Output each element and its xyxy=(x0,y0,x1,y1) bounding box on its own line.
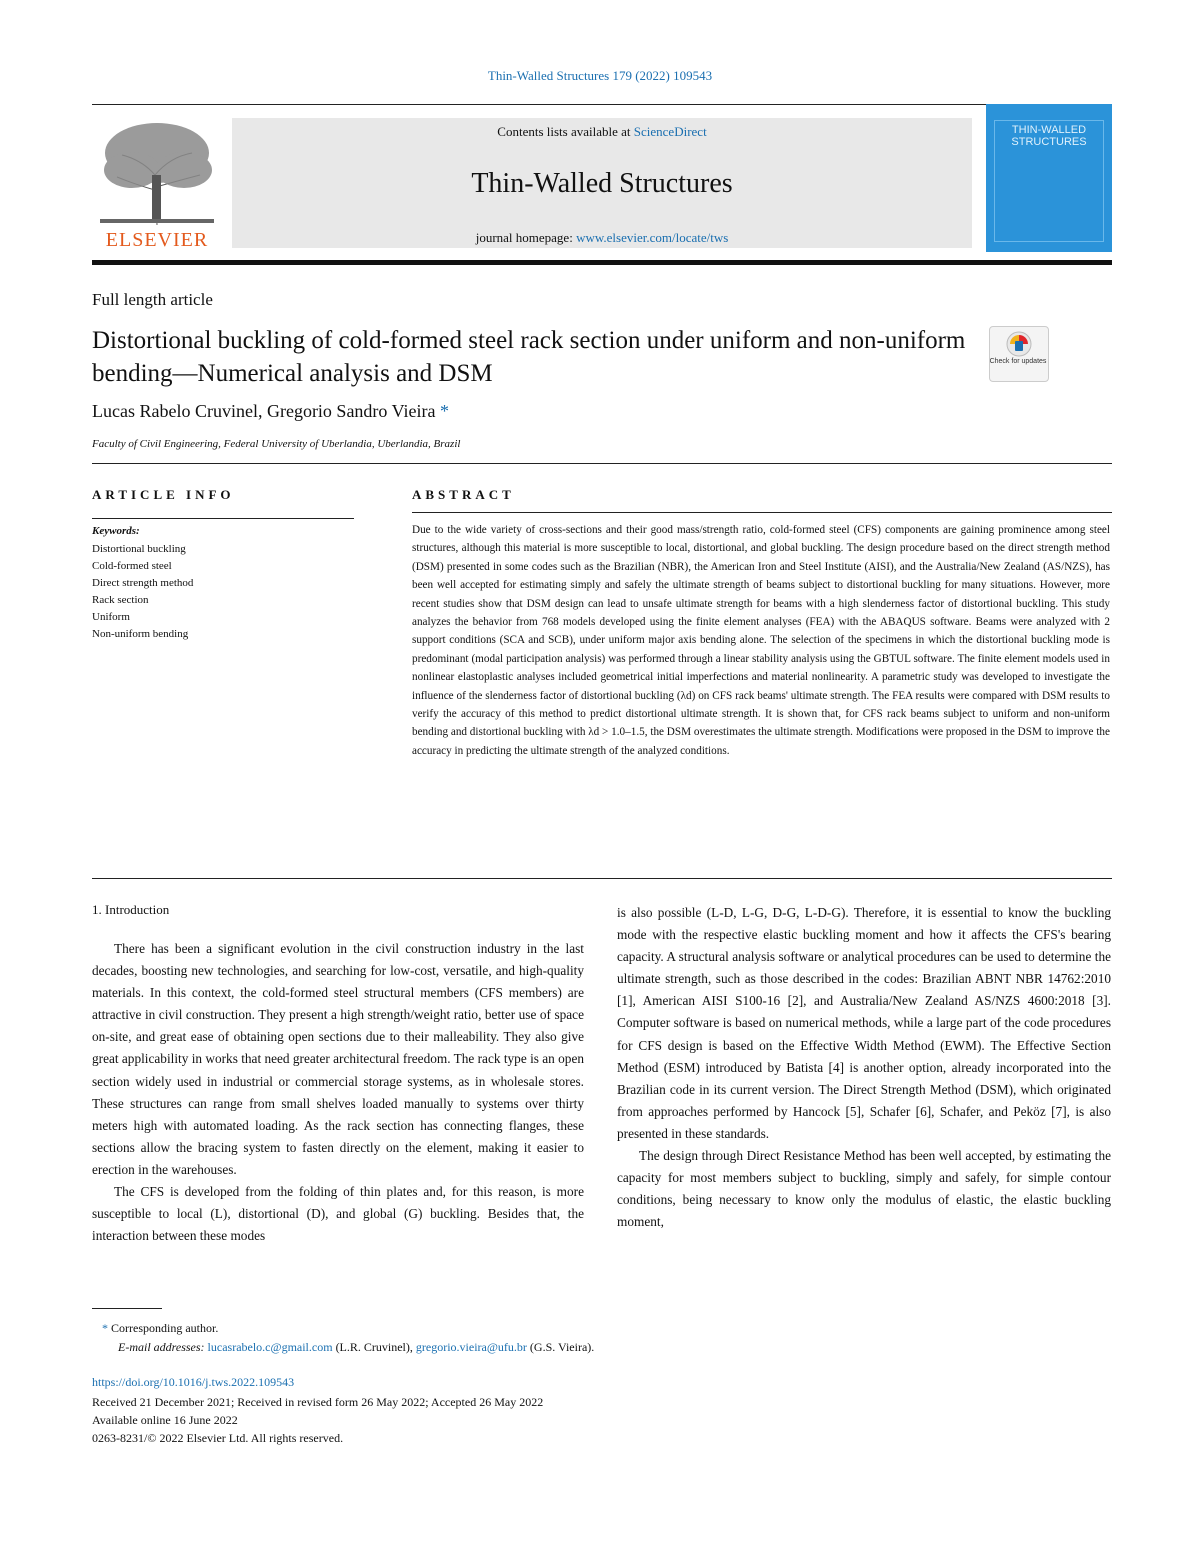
footnote-mark: * xyxy=(102,1321,108,1335)
journal-reference[interactable]: Thin-Walled Structures 179 (2022) 109543 xyxy=(487,68,713,83)
corresponding-text: Corresponding author. xyxy=(111,1321,219,1335)
crossmark-badge[interactable] xyxy=(989,326,1049,382)
intro-left-column xyxy=(92,938,584,1247)
abstract-bottom-rule xyxy=(92,878,1112,879)
keyword-item: Rack section xyxy=(92,594,149,606)
author-list xyxy=(92,401,449,422)
abstract-text: Due to the wide variety of cross-sections and their good mass/strength ratio, cold-formed steel (CFS) components are gaining prominence among steel structures, although this material is more susceptible to local, distortional, and global buckling. The design procedure based on the direct strength method (DSM) presented in some codes such as the Brazilian (NBR), the American Iron and Steel Institute (AISI), and the Australia/New Zealand (AS/NZS), has been well accepted for estimating simply and safely the ultimate strength of beams subject to distortional buckling for many situations. However, more recent studies show that DSM design can lead to unsafe ultimate strength for beams with a high slenderness factor of distortional buckling. This study analyzes the behavior from 768 models developed using the finite element analyses (FEA) with the ABAQUS software. Beams were analyzed with 2 support conditions (SCA and SCB), under uniform major axis bending alone. The selection of the specimens in which the distortional buckling mode is predominant (modal participation analysis) was performed through a linear stability analysis using the GBTUL software. The finite element models used in nonlinear elastoplastic analyses included geometrical initial imperfections and material nonlinearity. A parametric study was developed to investigate the influence of the slenderness factor of distortional buckling (λd) on CFS rack beams' ultimate strength. The FEA results were compared with DSM results to verify the accuracy of this method to predict distortional ultimate strength. It is shown that, for CFS rack beams subject to uniform and non-uniform bending and distortional buckling with λd > 1.0–1.5, the DSM overestimates the ultimate strength. Modifications were proposed in the DSM to improve the accuracy in predicting the ultimate strength of the analyzed conditions. xyxy=(412,524,1110,757)
header-rule-top xyxy=(92,104,1112,105)
intro-paragraph: is also possible (L-D, L-G, D-G, L-D-G). Therefore, it is essential to know the buckling mode with the respective elastic buckling moment and how it affects the CFS's bearing capacity. A structural analysis software or analytical procedures can be used to determine the ultimate strength, such as those described in the codes: Brazilian ABNT NBR 14762:2010 [1], American AISI S100-16 [2], and Australia/New Zealand AS/NZS 4600:2018 [3]. Computer software is based on numerical methods, while a large part of the code procedures for CFS design is based on the Effective Width Method (EWM). The Effective Section Method (ESM) introduced by Batista [4] is another option, already incorporated into the Brazilian code in its current version. The Direct Strength Method (DSM), which originated from approaches performed by Hancock [5], Schafer [6], Schafer, and Peköz [7], is also presented in these standards. xyxy=(617,905,1111,1141)
received-dates: Received 21 December 2021; Received in revised form 26 May 2022; Accepted 26 May 2022 xyxy=(92,1395,544,1409)
keyword-item: Non-uniform bending xyxy=(92,628,189,640)
intro-paragraph: The CFS is developed from the folding of thin plates and, for this reason, is more susceptible to local (L), distortional (D), and global (G) buckling. Besides that, the interaction between these modes xyxy=(92,1184,584,1244)
corresponding-author-mark[interactable]: * xyxy=(440,401,449,421)
homepage-link[interactable]: www.elsevier.com/locate/tws xyxy=(576,230,729,245)
contents-prefix: Contents lists available at xyxy=(497,124,634,139)
email-name-2: (G.S. Vieira). xyxy=(526,1340,595,1354)
homepage-line xyxy=(232,230,972,246)
keywords-label: Keywords: xyxy=(92,525,140,537)
header-rule-thick xyxy=(92,260,1112,265)
elsevier-wordmark: ELSEVIER xyxy=(105,229,209,251)
keyword-list xyxy=(92,541,193,643)
keyword-item: Direct strength method xyxy=(92,577,194,589)
article-info-heading: ARTICLE INFO xyxy=(92,487,235,502)
email-link-2[interactable]: gregorio.vieira@ufu.br xyxy=(415,1340,527,1354)
doi-link[interactable]: https://doi.org/10.1016/j.tws.2022.109543 xyxy=(92,1375,295,1389)
intro-paragraph: The design through Direct Resistance Method has been well accepted, by estimating the capacity for most members subject to buckling, simply and safely, for simple contour conditions, being necessary to know only the modulus of elastic, the elastic buckling moment, xyxy=(617,1148,1111,1230)
keyword-item: Distortional buckling xyxy=(92,543,186,555)
email-label: E-mail addresses: xyxy=(118,1340,205,1354)
affiliation-rule xyxy=(92,463,1112,464)
crossmark-icon xyxy=(990,327,1048,359)
email-link-1[interactable]: lucasrabelo.c@gmail.com xyxy=(207,1340,333,1354)
contents-line xyxy=(232,124,972,140)
corresponding-author-note xyxy=(102,1321,218,1336)
affiliation: Faculty of Civil Engineering, Federal University of Uberlandia, Uberlandia, Brazil xyxy=(92,438,461,450)
crossmark-label: Check for updates xyxy=(989,358,1047,365)
authors-text: Lucas Rabelo Cruvinel, Gregorio Sandro Vieira xyxy=(92,401,436,421)
email-addresses xyxy=(118,1340,594,1355)
keyword-item: Cold-formed steel xyxy=(92,560,172,572)
abstract-heading: ABSTRACT xyxy=(412,487,515,502)
abstract-rule xyxy=(412,512,1112,513)
available-online: Available online 16 June 2022 xyxy=(92,1413,238,1427)
homepage-prefix: journal homepage: xyxy=(475,230,577,245)
intro-paragraph: There has been a significant evolution in the civil construction industry in the last decades, boosting new technologies, and searching for low-cost, versatile, and high-quality materials. In this context, the cold-formed steel structural members (CFS members) are attractive in civil construction. They present a high strength/weight ratio, better use of space on-site, and great ease of obtaining open sections due to their malleability. They also give great applicability in works that need greater architectural freedom. The rack type is an open section widely used in industrial or commercial storage systems, as in wholesale stores. These structures can range from small shelves loaded manually to systems over thirty meters high with automated loading. As the rack section has connecting flanges, these sections allow the bracing system to fasten directly on the element, making it easier to erection in the warehouses. xyxy=(92,941,584,1177)
email-name-1: (L.R. Cruvinel), xyxy=(332,1340,416,1354)
footnote-rule xyxy=(92,1308,162,1309)
introduction-heading: 1. Introduction xyxy=(92,902,170,917)
journal-title: Thin-Walled Structures xyxy=(471,168,733,199)
intro-right-column xyxy=(617,902,1111,1233)
copyright-line: 0263-8231/© 2022 Elsevier Ltd. All rights reserved. xyxy=(92,1431,344,1445)
sciencedirect-link[interactable]: ScienceDirect xyxy=(633,124,707,139)
article-type: Full length article xyxy=(92,290,213,309)
article-info-rule xyxy=(92,518,354,519)
keyword-item: Uniform xyxy=(92,611,130,623)
cover-title: THIN-WALLED STRUCTURES xyxy=(1011,124,1087,148)
paper-title: Distortional buckling of cold-formed steel rack section under uniform and non-uniform bending—Numerical analysis and DSM xyxy=(92,327,966,387)
